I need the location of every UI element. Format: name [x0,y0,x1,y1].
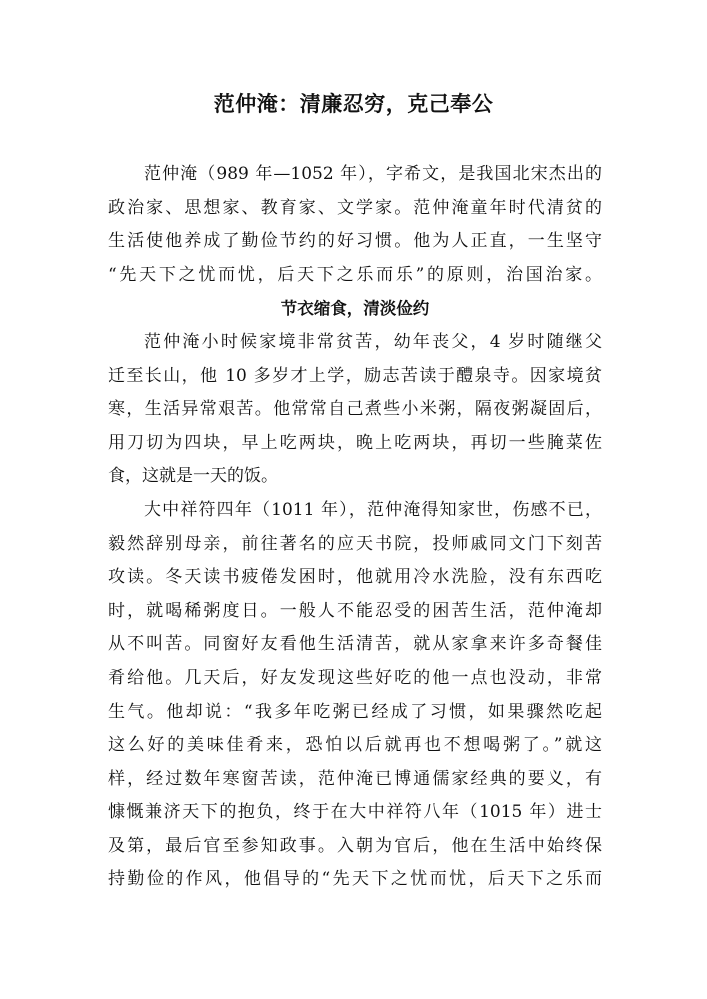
paragraph-line: 这么好的美味佳肴来，恐怕以后就再也不想喝粥了。”就这 [108,735,602,756]
paragraph-line: 及第，最后官至参知政事。入朝为官后，他在生活中始终保 [108,835,602,856]
paragraph-line: 政治家、思想家、教育家、文学家。范仲淹童年时代清贫的 [108,197,602,218]
paragraph-line: 用刀切为四块，早上吃两块，晚上吃两块，再切一些腌菜佐 [108,432,602,453]
document-body [108,158,602,897]
paragraph-line: 样，经过数年寒窗苦读，范仲淹已博通儒家经典的要义，有 [108,768,602,789]
paragraph-line: “先天下之忧而忧，后天下之乐而乐”的原则，治国治家。 [108,264,602,285]
paragraph-line: 生活使他养成了勤俭节约的好习惯。他为人正直，一生坚守 [108,231,602,252]
paragraph-line: 攻读。冬天读书疲倦发困时，他就用冷水洗脸，没有东西吃 [108,567,602,588]
paragraph-line: 食，这就是一天的饭。 [108,466,278,487]
paragraph-line: 范仲淹（989 年—1052 年），字希文，是我国北宋杰出的 [144,164,602,184]
paragraph-line: 持勤俭的作风，他倡导的“先天下之忧而忧，后天下之乐而 [108,869,602,890]
document-title: 范仲淹：清廉忍穷，克己奉公 [213,91,494,116]
paragraph-line: 范仲淹小时候家境非常贫苦，幼年丧父，4 岁时随继父 [144,331,602,352]
paragraph-line: 毅然辞别母亲，前往著名的应天书院，投师戚同文门下刻苦 [108,533,602,554]
paragraph-line: 生气。他却说：“我多年吃粥已经成了习惯，如果骤然吃起 [108,701,602,722]
paragraph-line: 时，就喝稀粥度日。一般人不能忍受的困苦生活，范仲淹却 [108,600,602,621]
paragraph-line: 慷慨兼济天下的抱负，终于在大中祥符八年（1015 年）进士 [108,802,602,823]
paragraph-line: 迁至长山，他 10 多岁才上学，励志苦读于醴泉寺。因家境贫 [108,365,602,386]
paragraph-line: 肴给他。几天后，好友发现这些好吃的他一点也没动，非常 [108,667,602,688]
paragraph-line: 寒，生活异常艰苦。他常常自己煮些小米粥，隔夜粥凝固后， [108,399,602,420]
section-heading: 节衣缩食，清淡俭约 [280,299,430,319]
paragraph-line: 大中祥符四年（1011 年），范仲淹得知家世，伤感不已， [144,499,602,520]
paragraph-line: 从不叫苦。同窗好友看他生活清苦，就从家拿来许多奇餐佳 [108,634,602,655]
